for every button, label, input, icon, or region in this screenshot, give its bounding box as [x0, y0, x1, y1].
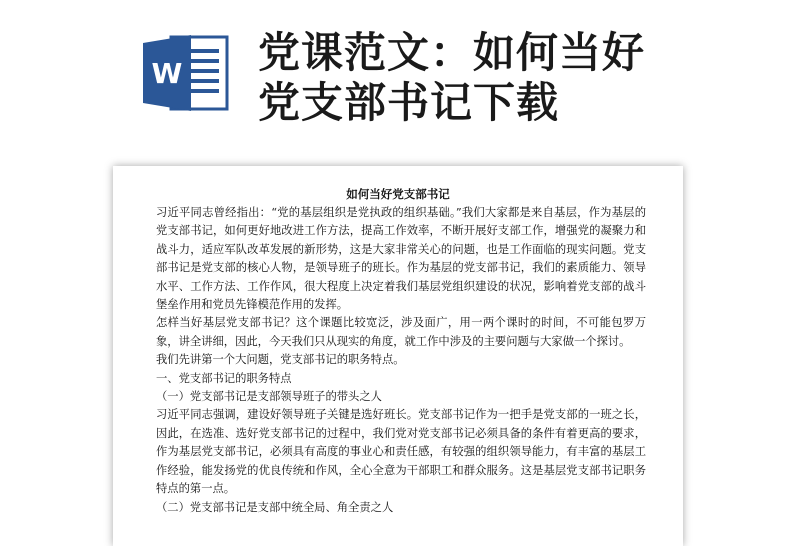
paragraph: 习近平同志强调，建设好领导班子关键是选好班长。党支部书记作为一把手是党支部的一班之长，因此，在选准、选好党支部书记的过程中，我们党对党支部书记必须具备的条件有着更高的要求，作为基层党支部书记，必须具有高度的事业心和责任感，有较强的组织领导能力，有丰富的基层工作经验，能发扬党的优良传统和作风，全心全意为干部职工和群众服务。这是基层党支部书记职务特点的第一点。	[156, 408, 646, 496]
word-document-icon	[141, 33, 231, 113]
subsection-heading: （一）党支部书记是支部领导班子的带头之人	[156, 390, 382, 404]
paragraph: 怎样当好基层党支部书记？这个课题比较宽泛，涉及面广，用一两个课时的时间，不可能包罗万象，讲全讲细，因此，今天我们只从现实的角度，就工作中涉及的主要问题与大家做一个探讨。	[156, 316, 646, 348]
page-title	[258, 28, 778, 128]
document-heading: 如何当好党支部书记	[346, 187, 450, 201]
document-body	[156, 204, 646, 517]
page-header	[0, 0, 800, 160]
subsection-heading: （二）党支部书记是支部中统全局、角全责之人	[156, 500, 394, 514]
section-heading: 一、党支部书记的职务特点	[156, 371, 292, 385]
svg-text:W: W	[151, 57, 183, 90]
document-preview	[113, 166, 683, 546]
paragraph: 我们先讲第一个大问题，党支部书记的职务特点。	[156, 353, 405, 367]
paragraph: 习近平同志曾经指出：“党的基层组织是党执政的组织基础。”我们大家都是来自基层，作为基层的党支部书记，如何更好地改进工作方法，提高工作效率，不断开展好支部工作，增强党的凝聚力和战斗力，适应军队改革发展的新形势，这是大家非常关心的问题，也是工作面临的现实问题。党支部书记是党支部的核心人物，是领导班子的班长。作为基层的党支部书记，我们的素质能力、领导水平、工作方法、工作作风，很大程度上决定着我们基层党组织建设的状况，影响着党支部的战斗堡垒作用和党员先锋模范作用的发挥。	[156, 206, 646, 312]
page-title-line-2: 党支部书记下载	[258, 78, 560, 127]
page-title-line-1: 党课范文：如何当好	[258, 28, 646, 77]
